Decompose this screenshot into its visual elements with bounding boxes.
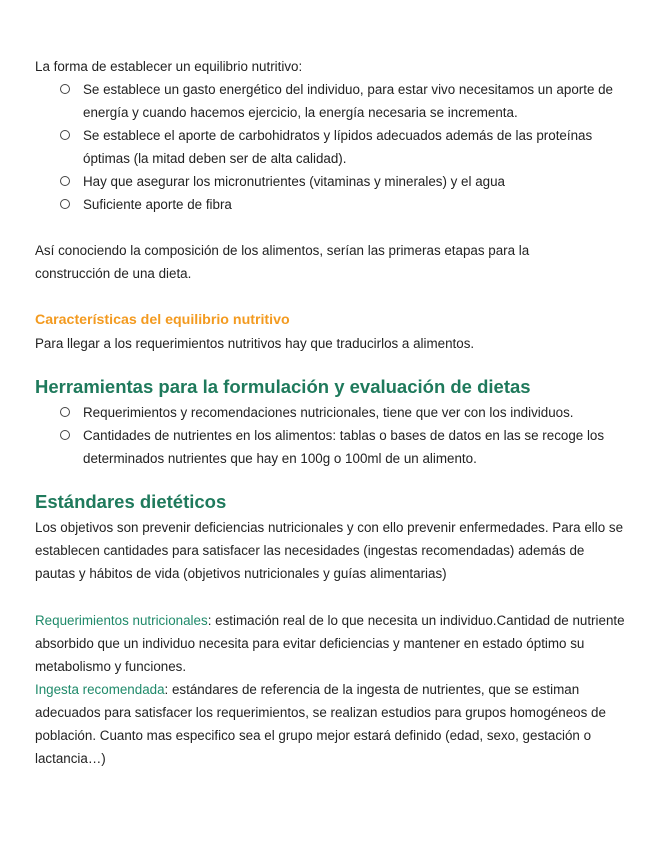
list-item xyxy=(58,401,620,424)
section-heading-characteristics: Características del equilibrio nutritivo xyxy=(35,312,290,328)
characteristics-paragraph: Para llegar a los requerimientos nutritivos hay que traducirlos a alimentos. xyxy=(35,336,475,351)
definition-requirements xyxy=(35,609,625,678)
composition-paragraph: Así conociendo la composición de los alimentos, serían las primeras etapas para la construcción de una dieta. xyxy=(35,243,530,281)
definition-text: : estimación real de lo que necesita un individuo.Cantidad de nutriente absorbido que un individuo necesita para evitar deficiencias y mantener en estado óptimo su metabolismo y funciones. xyxy=(35,613,625,674)
list-item-text: Se establece un gasto energético del individuo, para estar vivo necesitamos un aporte de energía y cuando hacemos ejercicio, la energía necesaria se incrementa. xyxy=(83,82,614,120)
list-item-text: Hay que asegurar los micronutrientes (vitaminas y minerales) y el agua xyxy=(83,174,505,189)
list-item xyxy=(58,170,620,193)
list-item xyxy=(58,78,620,124)
definition-text: : estándares de referencia de la ingesta de nutrientes, que se estiman adecuados para satisfacer los requerimientos, se realizan estudios para grupos homogéneos de población. Cuanto mas especifico sea el grupo mejor estará definido (edad, sexo, gestación o lactancia…) xyxy=(35,682,606,766)
list-item xyxy=(58,124,620,170)
intro-text: La forma de establecer un equilibrio nutritivo: xyxy=(35,59,303,74)
list-item-text: Requerimientos y recomendaciones nutricionales, tiene que ver con los individuos. xyxy=(83,405,574,420)
list-item-text: Suficiente aporte de fibra xyxy=(83,197,232,212)
list-item-text: Cantidades de nutrientes en los alimentos: tablas o bases de datos en las se recoge los determinados nutrientes que hay en 100g o 100ml de un alimento. xyxy=(83,428,605,466)
circle-bullet-icon xyxy=(60,130,70,140)
standards-paragraph: Los objetivos son prevenir deficiencias nutricionales y con ello prevenir enfermedades. Para ello se establecen cantidades para satisfacer las necesidades (ingestas recomendadas) además de pautas y hábitos de vida (objetivos nutricionales y guías alimentarias) xyxy=(35,520,624,581)
list-item xyxy=(58,193,620,216)
circle-bullet-icon xyxy=(60,199,70,209)
definition-term: Ingesta recomendada xyxy=(35,682,165,697)
list-item xyxy=(58,424,620,470)
section-heading-tools: Herramientas para la formulación y evaluación de dietas xyxy=(35,376,531,397)
bullet-list-equilibrium xyxy=(58,78,620,216)
section-heading-standards: Estándares dietéticos xyxy=(35,491,227,512)
circle-bullet-icon xyxy=(60,176,70,186)
definition-term: Requerimientos nutricionales xyxy=(35,613,208,628)
circle-bullet-icon xyxy=(60,407,70,417)
definition-recommended-intake xyxy=(35,678,625,770)
circle-bullet-icon xyxy=(60,430,70,440)
bullet-list-tools xyxy=(58,401,620,470)
circle-bullet-icon xyxy=(60,84,70,94)
list-item-text: Se establece el aporte de carbohidratos y lípidos adecuados además de las proteínas óptimas (la mitad deben ser de alta calidad). xyxy=(83,128,593,166)
